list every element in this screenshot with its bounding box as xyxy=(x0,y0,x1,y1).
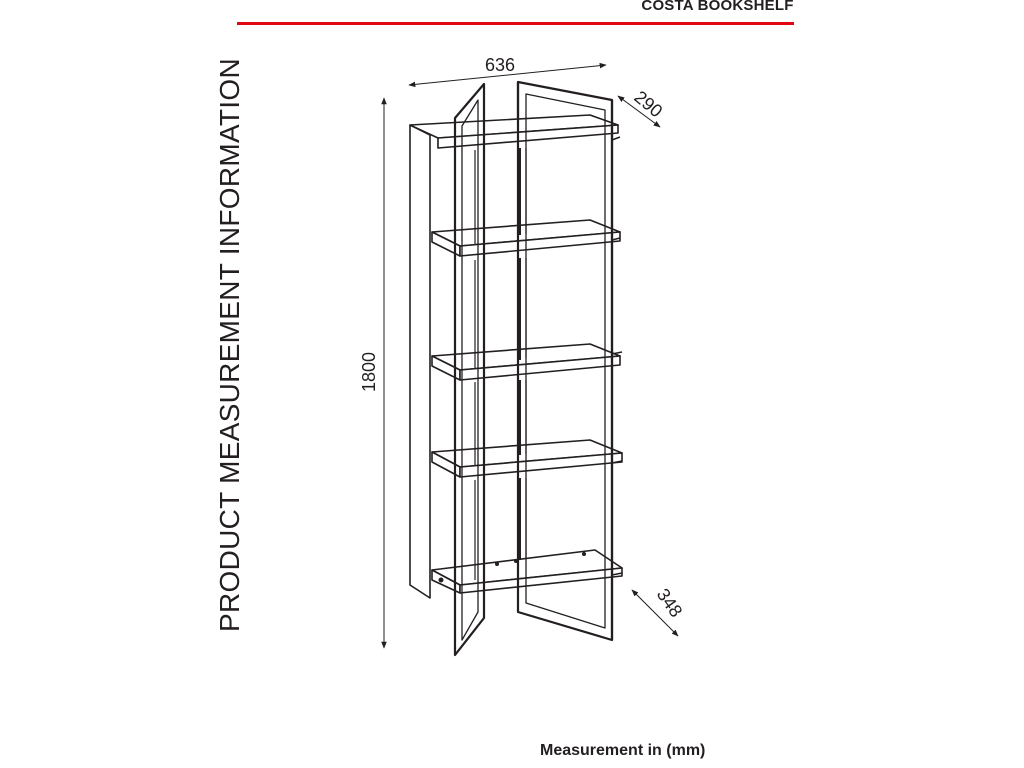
depth-label: 290 xyxy=(630,86,667,122)
side-title: PRODUCT MEASUREMENT INFORMATION xyxy=(214,58,245,632)
side-panel xyxy=(410,125,430,598)
frame-depth-label: 348 xyxy=(652,584,687,621)
depth-dimension xyxy=(618,87,666,127)
width-dimension xyxy=(409,55,606,85)
shelves xyxy=(432,220,622,593)
measurement-unit-note: Measurement in (mm) xyxy=(540,742,706,759)
bookshelf xyxy=(410,82,622,655)
frame-depth-dimension xyxy=(632,585,686,636)
width-label: 636 xyxy=(484,55,516,75)
height-dimension xyxy=(359,98,384,648)
height-label: 1800 xyxy=(359,351,379,393)
product-title: COSTA BOOKSHELF xyxy=(641,0,794,14)
